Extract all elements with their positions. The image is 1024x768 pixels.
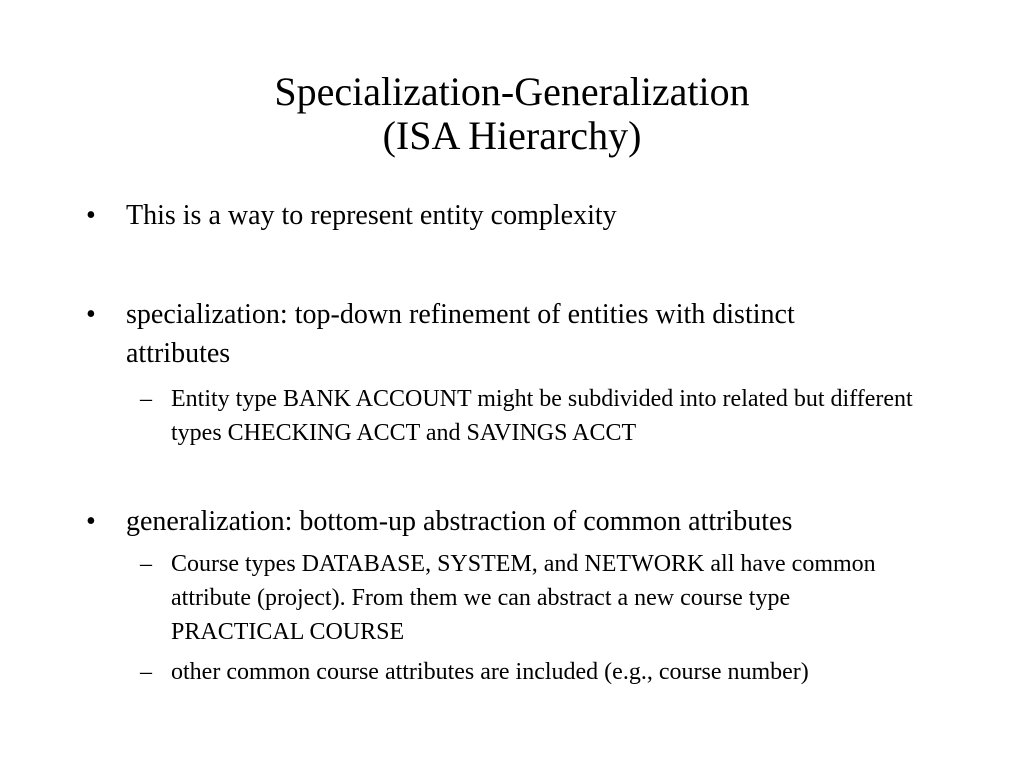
slide-title: [0, 70, 1024, 158]
sub-marker: –: [140, 386, 152, 412]
bullet-marker: •: [86, 200, 96, 231]
bullet-text-1: This is a way to represent entity complexity: [126, 200, 617, 231]
sub-item-3-1: [140, 547, 910, 649]
sub-item-3-2: [140, 655, 940, 689]
bullet-text-3: generalization: bottom-up abstraction of common attributes: [126, 506, 793, 537]
sub-text-3-1: Course types DATABASE, SYSTEM, and NETWORK all have common attribute (project). From them we can abstract a new course type PRACTICAL COURSE: [171, 551, 876, 645]
bullet-text-2: specialization: top-down refinement of entities with distinct attributes: [126, 299, 795, 369]
title-line-2: (ISA Hierarchy): [382, 113, 642, 158]
sub-text-2-1: Entity type BANK ACCOUNT might be subdivided into related but different types CHECKING ACCT and SAVINGS ACCT: [171, 386, 913, 446]
bullet-item-3: [86, 502, 966, 541]
sub-item-2-1: [140, 382, 920, 450]
sub-text-3-2: other common course attributes are included (e.g., course number): [171, 659, 809, 685]
title-line-1: Specialization-Generalization: [274, 69, 750, 114]
sub-marker: –: [140, 659, 152, 685]
sub-marker: –: [140, 551, 152, 577]
bullet-marker: •: [86, 299, 96, 330]
bullet-item-1: [86, 196, 966, 235]
bullet-marker: •: [86, 506, 96, 537]
bullet-item-2: [86, 295, 846, 373]
